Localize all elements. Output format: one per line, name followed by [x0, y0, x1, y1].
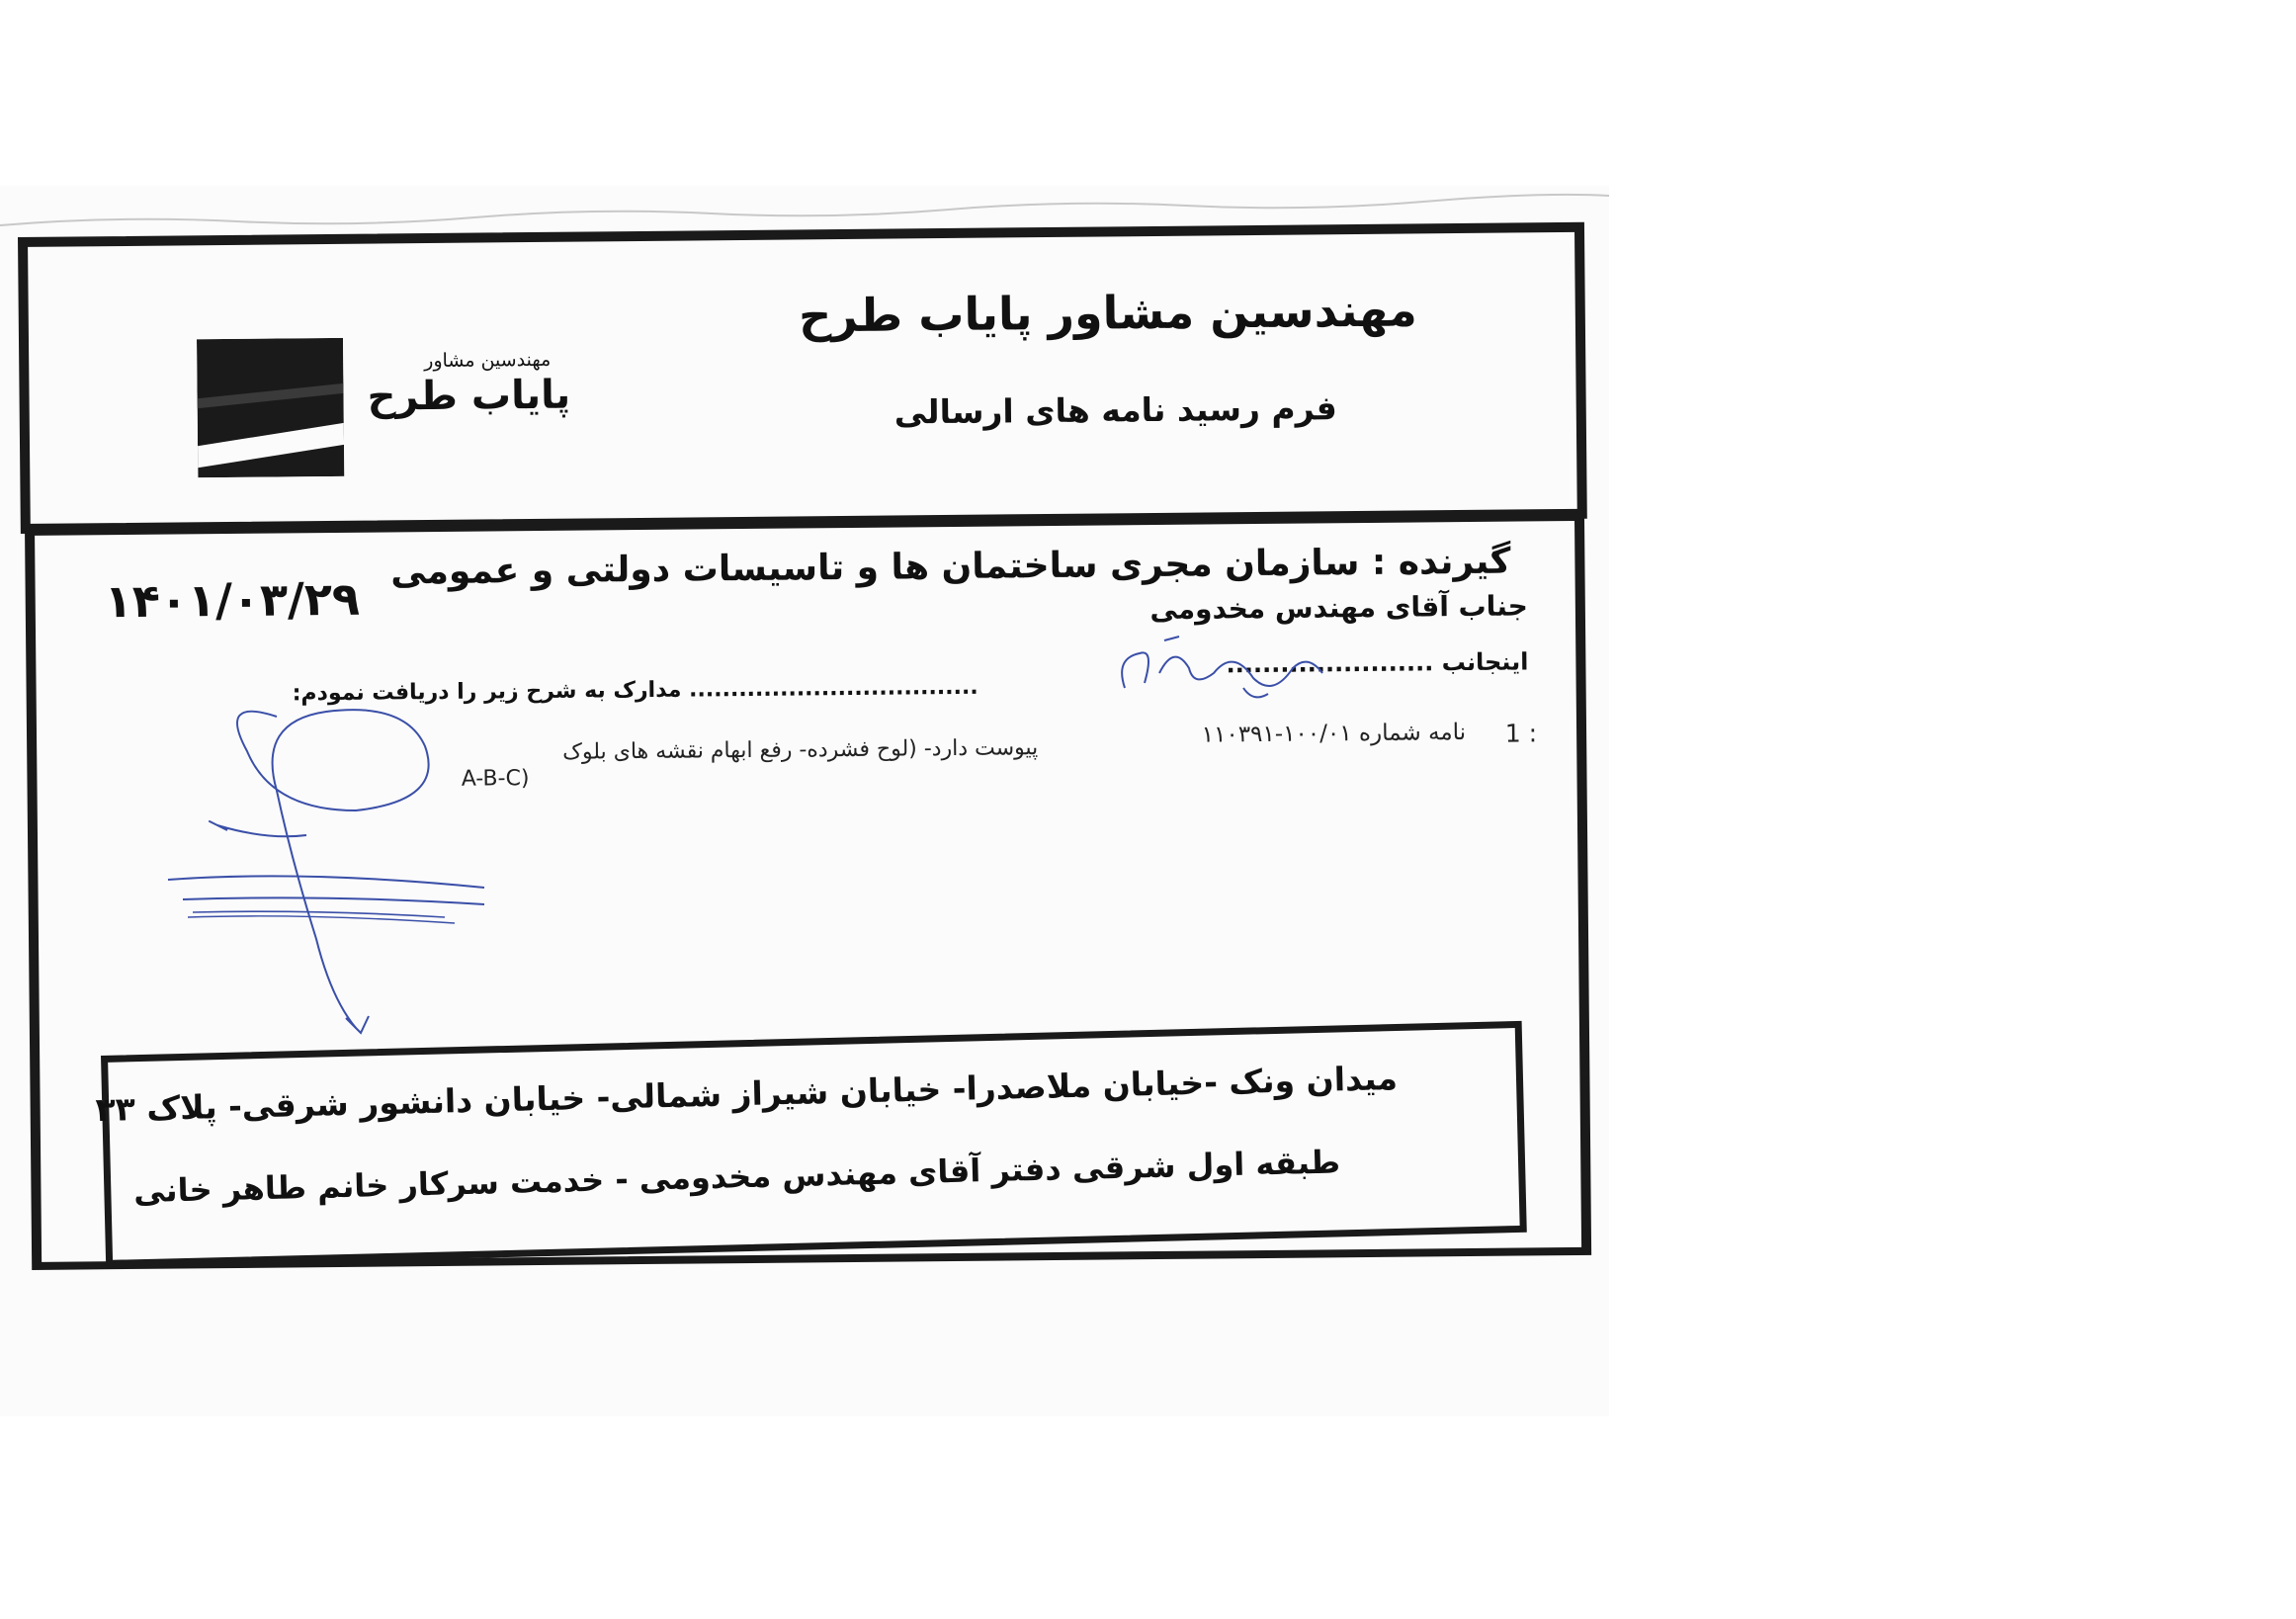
received-by-line: اینجانب ....................... — [1226, 647, 1529, 679]
handwritten-name-signature — [1105, 629, 1342, 708]
item-letter-number: نامه شماره ۱۰۰/۰۱-۱۱۰۳۹۱ — [1201, 720, 1467, 748]
company-logo-icon — [197, 338, 344, 477]
company-title: مهندسین مشاور پایاب طرح — [798, 283, 1418, 343]
item-number: 1 : — [1504, 719, 1538, 748]
recipient-line: گیرنده : سازمان مجری ساختمان ها و تاسیسات دولتی و عمومی — [390, 541, 1511, 593]
receipt-date: ۱۴۰۱/۰۳/۲۹ — [104, 571, 361, 629]
address-line-2: طبقه اول شرقی دفتر آقای مهندس مخدومی - خدمت سرکار خانم طاهر خانی — [132, 1143, 1341, 1211]
item-attachment-note: پیوست دارد- (لوح فشرده- رفع ابهام نقشه های بلوک — [562, 735, 1039, 765]
address-line-1: میدان ونک -خیابان ملاصدرا- خیابان شیراز شمالی- خیابان دانشور شرقی- پلاک ۳۳ — [95, 1058, 1399, 1130]
salutation-line: جناب آقای مهندس مخدومی — [1149, 589, 1529, 627]
logo-name: پایاب طرح — [367, 372, 571, 420]
item-attachment-blocks: (A-B-C — [461, 766, 530, 792]
received-documents-line: ................................... مدارک به شرح زیر را دریافت نمودم: — [292, 674, 978, 707]
header-box — [18, 222, 1587, 534]
logo-subtitle: مهندسین مشاور — [424, 348, 552, 373]
address-box — [95, 1021, 1527, 1267]
form-title: فرم رسید نامه های ارسالی — [893, 388, 1337, 432]
signature-scribble — [158, 702, 514, 1038]
